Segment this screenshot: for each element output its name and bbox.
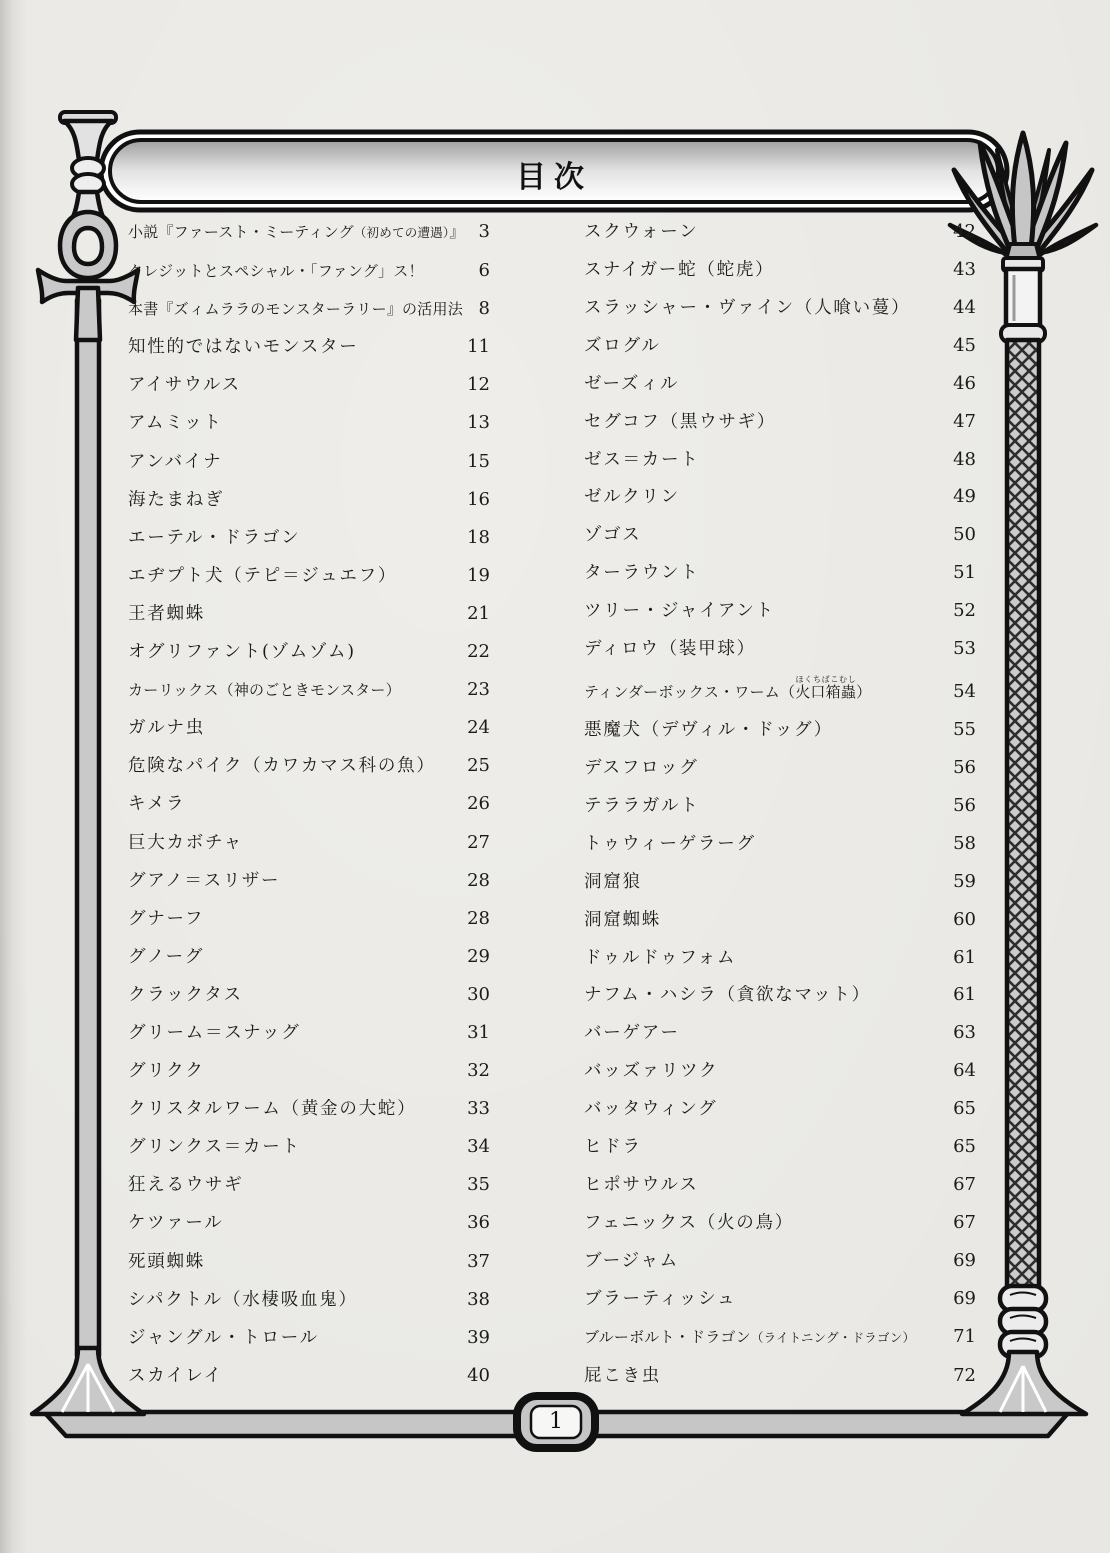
toc-entry-title: ヒポサウルス bbox=[584, 1175, 699, 1196]
toc-entry-page: 40 bbox=[467, 1364, 490, 1386]
toc-entry-title: トゥウィーゲラーグ bbox=[584, 833, 756, 854]
toc-entry-title: 小説『ファースト・ミーティング（初めての遭遇）』 bbox=[128, 223, 465, 241]
toc-entry-page: 50 bbox=[953, 524, 976, 546]
toc-entry bbox=[584, 637, 976, 661]
toc-entry bbox=[584, 372, 976, 396]
toc-entry-title: アムミット bbox=[128, 413, 223, 434]
toc-entry bbox=[584, 832, 976, 856]
toc-entry bbox=[128, 602, 490, 626]
toc-entry bbox=[128, 640, 490, 664]
toc-entry-title: ズログル bbox=[584, 335, 661, 356]
toc-entry bbox=[584, 983, 976, 1007]
toc-entry-page: 69 bbox=[953, 1287, 976, 1309]
toc-entry-title: フェニックス（火の鳥） bbox=[584, 1212, 794, 1233]
toc-entry bbox=[128, 1326, 490, 1350]
toc-entry-title: 王者蜘蛛 bbox=[128, 603, 205, 624]
page-number: 1 bbox=[549, 1409, 563, 1434]
toc-entry-page: 42 bbox=[953, 221, 976, 242]
toc-entry bbox=[128, 526, 490, 550]
toc-entry bbox=[128, 945, 490, 969]
toc-entry bbox=[128, 792, 490, 816]
toc-entry-title: セグコフ（黒ウサギ） bbox=[584, 411, 777, 432]
toc-entry bbox=[584, 220, 976, 244]
toc-entry bbox=[584, 448, 976, 472]
toc-entry-page: 67 bbox=[953, 1174, 976, 1196]
toc-entry-title: ゾゴス bbox=[584, 525, 642, 546]
toc-entry-title: 知性的ではないモンスター bbox=[128, 337, 359, 358]
toc-entry-title: カーリックス（神のごときモンスター） bbox=[128, 681, 401, 700]
toc-entry-page: 32 bbox=[467, 1060, 490, 1082]
toc-entry-page: 22 bbox=[467, 641, 490, 663]
toc-entry-title: 危険なパイク（カワカマス科の魚） bbox=[128, 756, 436, 777]
toc-entry-title: ツリー・ジャイアント bbox=[584, 601, 775, 622]
toc-entry bbox=[128, 907, 490, 931]
toc-entry bbox=[128, 488, 490, 512]
toc-entry-title: アンバイナ bbox=[128, 451, 223, 472]
toc-entry bbox=[128, 831, 490, 855]
toc-entry bbox=[584, 258, 976, 282]
toc-entry-page: 37 bbox=[467, 1250, 490, 1272]
toc-entry bbox=[128, 259, 490, 283]
toc-entry bbox=[128, 1173, 490, 1197]
toc-entry-page: 34 bbox=[467, 1136, 490, 1158]
toc-entry-page: 3 bbox=[478, 221, 490, 242]
toc-entry-page: 28 bbox=[467, 869, 490, 891]
toc-entry-page: 23 bbox=[467, 679, 490, 701]
toc-column-left bbox=[128, 220, 490, 1388]
toc-entry-title: グアノ＝スリザー bbox=[128, 870, 281, 891]
toc-entry-title: ゼルクリン bbox=[584, 487, 680, 508]
toc-entry-page: 33 bbox=[467, 1098, 490, 1120]
toc-entry-title: グリンクス＝カート bbox=[128, 1137, 301, 1158]
toc-entry-page: 29 bbox=[467, 945, 490, 967]
toc-entry-title: グノーグ bbox=[128, 946, 205, 967]
toc-entry-page: 65 bbox=[953, 1136, 976, 1158]
toc-entry bbox=[584, 1249, 976, 1273]
toc-entry-page: 56 bbox=[953, 794, 976, 816]
toc-entry-page: 24 bbox=[467, 717, 490, 739]
toc-column-right bbox=[584, 220, 976, 1388]
toc-entry-page: 61 bbox=[953, 984, 976, 1006]
toc-entry-page: 44 bbox=[953, 296, 976, 318]
toc-entry-title: クラックタス bbox=[128, 984, 243, 1005]
toc-entry-title: グナーフ bbox=[128, 908, 205, 929]
toc-entry-title: クレジットとスペシャル・「ファング」ス！ bbox=[128, 262, 424, 281]
toc-entry-title: エーテル・ドラゴン bbox=[128, 527, 301, 548]
toc-entry-title: バーゲアー bbox=[584, 1023, 680, 1044]
toc-entry-title: 狂えるウサギ bbox=[128, 1175, 244, 1196]
toc-entry bbox=[128, 1288, 490, 1312]
toc-entry-title: ブラーティッシュ bbox=[584, 1288, 737, 1309]
toc-entry-page: 19 bbox=[467, 564, 490, 586]
toc-entry-title: ターラウント bbox=[584, 563, 700, 584]
toc-entry-title: 洞窟蜘蛛 bbox=[584, 909, 661, 930]
toc-entry-page: 46 bbox=[953, 372, 976, 394]
toc-entry-page: 54 bbox=[953, 681, 976, 703]
toc-entry-page: 21 bbox=[467, 602, 490, 624]
toc-entry-title: グリクク bbox=[128, 1061, 205, 1082]
toc-entry bbox=[128, 564, 490, 588]
toc-entry-title: 本書『ズィムララのモンスターラリー』の活用法 bbox=[128, 300, 463, 319]
toc-entry-title: テララガルト bbox=[584, 795, 700, 816]
toc-entry bbox=[584, 756, 976, 780]
toc-entry-page: 43 bbox=[953, 258, 976, 280]
toc-entry bbox=[584, 1364, 976, 1388]
toc-entry bbox=[584, 523, 976, 547]
toc-entry-page: 69 bbox=[953, 1249, 976, 1271]
toc-entry-title: オグリファント(ゾムゾム) bbox=[128, 642, 356, 663]
toc-entry bbox=[584, 561, 976, 585]
toc-entry-title: スナイガー蛇（蛇虎） bbox=[584, 259, 775, 280]
toc-entry-page: 35 bbox=[467, 1174, 490, 1196]
toc-entry-title: 屁こき虫 bbox=[584, 1365, 661, 1386]
toc-entry-page: 11 bbox=[467, 336, 490, 358]
toc-entry-page: 52 bbox=[953, 600, 976, 622]
toc-entry-title: デスフロッグ bbox=[584, 757, 699, 778]
toc-entry-page: 47 bbox=[953, 410, 976, 432]
toc-entry-page: 58 bbox=[953, 832, 976, 854]
toc-entry-title: アイサウルス bbox=[128, 375, 241, 396]
toc-entry bbox=[128, 1097, 490, 1121]
toc-entry bbox=[584, 1059, 976, 1083]
toc-entry-page: 6 bbox=[478, 260, 490, 282]
toc-entry bbox=[584, 1173, 976, 1197]
toc-entry bbox=[128, 754, 490, 778]
toc-entry bbox=[584, 718, 976, 742]
toc-entry bbox=[128, 1250, 490, 1274]
toc-entry-title: エヂプト犬（テピ＝ジュエフ） bbox=[128, 565, 398, 586]
toc-entry-title: 巨大カボチャ bbox=[128, 832, 243, 853]
toc-entry-page: 51 bbox=[953, 562, 976, 584]
toc-entry-page: 13 bbox=[467, 412, 490, 434]
toc-entry bbox=[128, 411, 490, 435]
toc-entry-title: グリーム＝スナッグ bbox=[128, 1022, 301, 1043]
toc-entry-title: ゼーズィル bbox=[584, 373, 680, 394]
toc-entry bbox=[584, 870, 976, 894]
toc-entry-page: 30 bbox=[467, 983, 490, 1005]
toc-entry-title: バッタウィング bbox=[584, 1099, 718, 1120]
toc-entry bbox=[128, 869, 490, 893]
page-title: 目次 bbox=[516, 160, 592, 195]
toc-entry-title: 洞窟狼 bbox=[584, 871, 642, 892]
toc-entry bbox=[584, 334, 976, 358]
toc-entry-title: ジャングル・トロール bbox=[128, 1327, 319, 1348]
toc-entry-page: 71 bbox=[953, 1325, 976, 1347]
toc-entry bbox=[584, 1325, 976, 1350]
toc-entry-page: 38 bbox=[467, 1288, 490, 1310]
toc-entry-page: 64 bbox=[953, 1060, 976, 1082]
toc-entry-title: ドゥルドゥフォム bbox=[584, 947, 737, 968]
toc-entry-page: 67 bbox=[953, 1211, 976, 1233]
toc-entry-page: 8 bbox=[478, 298, 490, 320]
toc-entry-page: 16 bbox=[467, 488, 490, 510]
toc-entry bbox=[128, 1364, 490, 1388]
toc-entry bbox=[584, 296, 976, 320]
toc-entry-page: 45 bbox=[953, 334, 976, 356]
toc-entry-title: ヒドラ bbox=[584, 1137, 642, 1158]
toc-entry bbox=[128, 297, 490, 321]
toc-entry bbox=[128, 1211, 490, 1235]
toc-entry bbox=[584, 675, 976, 704]
toc-entry bbox=[584, 1287, 976, 1311]
toc-entry bbox=[128, 716, 490, 740]
toc-entry-title: バッズァリツク bbox=[584, 1061, 719, 1082]
toc-entry-title: シパクトル（水棲吸血鬼） bbox=[128, 1289, 358, 1310]
toc-entry-title: ブルーボルト・ドラゴン（ライトニング・ドラゴン） bbox=[584, 1327, 916, 1346]
toc-entry-page: 18 bbox=[467, 526, 490, 548]
toc-entry bbox=[128, 1135, 490, 1159]
toc-entry bbox=[584, 946, 976, 970]
toc-entry bbox=[128, 335, 490, 359]
toc-entry-page: 53 bbox=[953, 638, 976, 660]
toc-entry-page: 36 bbox=[467, 1212, 490, 1234]
toc-entry bbox=[584, 1211, 976, 1235]
toc-entry-page: 72 bbox=[953, 1364, 976, 1386]
toc-entry-page: 25 bbox=[467, 755, 490, 777]
toc-entry bbox=[584, 599, 976, 623]
toc-entry bbox=[128, 678, 490, 702]
toc-entry-title: ティンダーボックス・ワーム（火口箱蟲ほくちばこむし） bbox=[584, 675, 872, 702]
toc-entry-title: スラッシャー・ヴァイン（人喰い蔓） bbox=[584, 297, 911, 318]
toc-entry-title: ブージャム bbox=[584, 1250, 680, 1271]
toc-entry-page: 15 bbox=[467, 450, 490, 472]
toc-entry bbox=[128, 1059, 490, 1083]
toc-entry-page: 39 bbox=[467, 1326, 490, 1348]
toc-entry-title: ディロウ（装甲球） bbox=[584, 639, 756, 660]
toc-entry-page: 48 bbox=[953, 448, 976, 470]
toc-entry bbox=[128, 983, 490, 1007]
toc-entry-title: ケツァール bbox=[128, 1213, 224, 1234]
toc-entry-title: スクウォーン bbox=[584, 222, 699, 242]
toc-entry-page: 60 bbox=[953, 908, 976, 930]
toc-entry-page: 28 bbox=[467, 907, 490, 929]
toc-entry-title: スカイレイ bbox=[128, 1365, 223, 1386]
toc-entry-page: 55 bbox=[953, 718, 976, 740]
toc-entry-title: 海たまねぎ bbox=[128, 489, 225, 510]
toc-entry-page: 31 bbox=[467, 1021, 490, 1043]
toc-entry-page: 49 bbox=[953, 486, 976, 508]
toc-entry-title: キメラ bbox=[128, 794, 186, 815]
toc-entry bbox=[584, 1135, 976, 1159]
toc-entry bbox=[128, 450, 490, 474]
toc-entry-page: 59 bbox=[953, 870, 976, 892]
toc-entry bbox=[128, 220, 490, 245]
toc-entry-page: 65 bbox=[953, 1098, 976, 1120]
toc-entry bbox=[584, 1097, 976, 1121]
toc-entry-title: ゼス＝カート bbox=[584, 449, 700, 470]
toc-entry-page: 26 bbox=[467, 793, 490, 815]
toc-entry-page: 61 bbox=[953, 946, 976, 968]
toc-entry-page: 63 bbox=[953, 1022, 976, 1044]
toc-entry-title: ナフム・ハシラ（貪欲なマット） bbox=[584, 985, 871, 1006]
toc-entry-page: 56 bbox=[953, 756, 976, 778]
toc-entry-title: クリスタルワーム（黄金の大蛇） bbox=[128, 1099, 417, 1120]
toc-entry bbox=[128, 373, 490, 397]
toc-entry-title: 死頭蜘蛛 bbox=[128, 1251, 205, 1272]
toc-entry-page: 27 bbox=[467, 831, 490, 853]
toc-entry bbox=[128, 1021, 490, 1045]
toc-entry-title: 悪魔犬（デヴィル・ドッグ） bbox=[584, 719, 834, 740]
toc-entry bbox=[584, 794, 976, 818]
toc-entry bbox=[584, 1021, 976, 1045]
toc-entry bbox=[584, 485, 976, 509]
toc-entry-page: 12 bbox=[467, 374, 490, 396]
toc-entry bbox=[584, 908, 976, 932]
toc-entry bbox=[584, 410, 976, 434]
toc-entry-title: ガルナ虫 bbox=[128, 718, 205, 739]
